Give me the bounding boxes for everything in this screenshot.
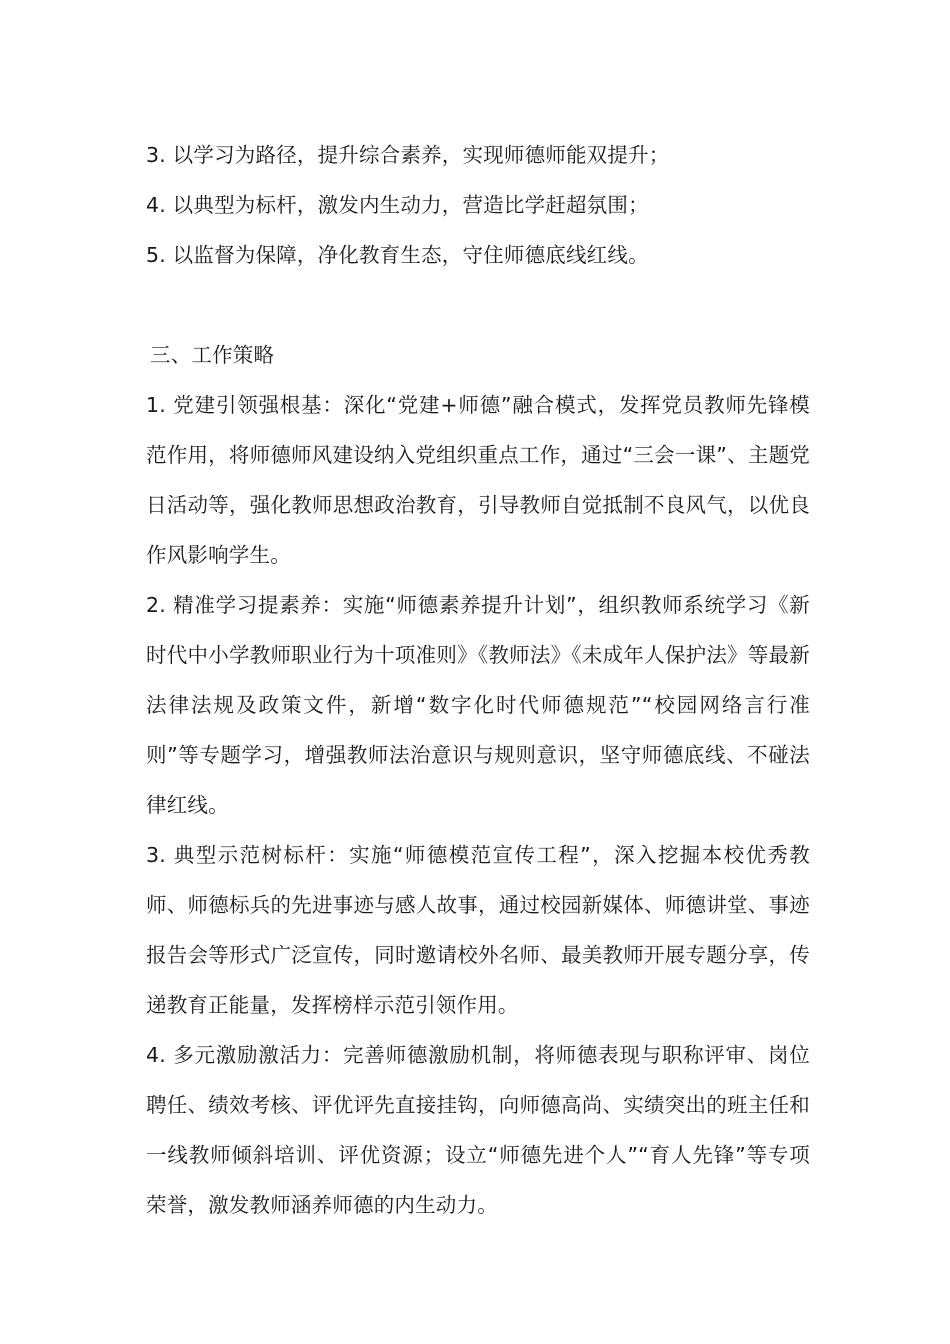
strategy-paragraph-1: 1. 党建引领强根基：深化“党建+师德”融合模式，发挥党员教师先锋模范作用，将师德师风建设纳入党组织重点工作，通过“三会一课”、主题党日活动等，强化教师思想政治教育，引导教师自觉抵制不良风气，以优良作风影响学生。 xyxy=(146,393,810,567)
strategy-paragraph-2: 2. 精准学习提素养：实施“师德素养提升计划”，组织教师系统学习《新时代中小学教师职业行为十项准则》《教师法》《未成年人保护法》等最新法律法规及政策文件，新增“数字化时代师德规范”“校园网络言行准则”等专题学习，增强教师法治意识与规则意识，坚守师德底线、不碰法律红线。 xyxy=(146,593,810,817)
section-heading: 三、工作策略 xyxy=(150,343,275,367)
list-item-3: 3. 以学习为路径，提升综合素养，实现师德师能双提升； xyxy=(146,143,670,167)
strategy-paragraph-3: 3. 典型示范树标杆：实施“师德模范宣传工程”，深入挖掘本校优秀教师、师德标兵的先进事迹与感人故事，通过校园新媒体、师德讲堂、事迹报告会等形式广泛宣传，同时邀请校外名师、最美教师开展专题分享，传递教育正能量，发挥榜样示范引领作用。 xyxy=(146,843,810,1017)
document-body xyxy=(146,130,810,1230)
strategy-paragraph-4: 4. 多元激励激活力：完善师德激励机制，将师德表现与职称评审、岗位聘任、绩效考核、评优评先直接挂钩，向师德高尚、实绩突出的班主任和一线教师倾斜培训、评优资源；设立“师德先进个人”“育人先锋”等专项荣誉，激发教师涵养师德的内生动力。 xyxy=(146,1043,810,1217)
list-item-5: 5. 以监督为保障，净化教育生态，守住师德底线红线。 xyxy=(146,243,649,267)
list-item-4: 4. 以典型为标杆，激发内生动力，营造比学赶超氛围； xyxy=(146,193,649,217)
blank-line xyxy=(146,280,810,330)
